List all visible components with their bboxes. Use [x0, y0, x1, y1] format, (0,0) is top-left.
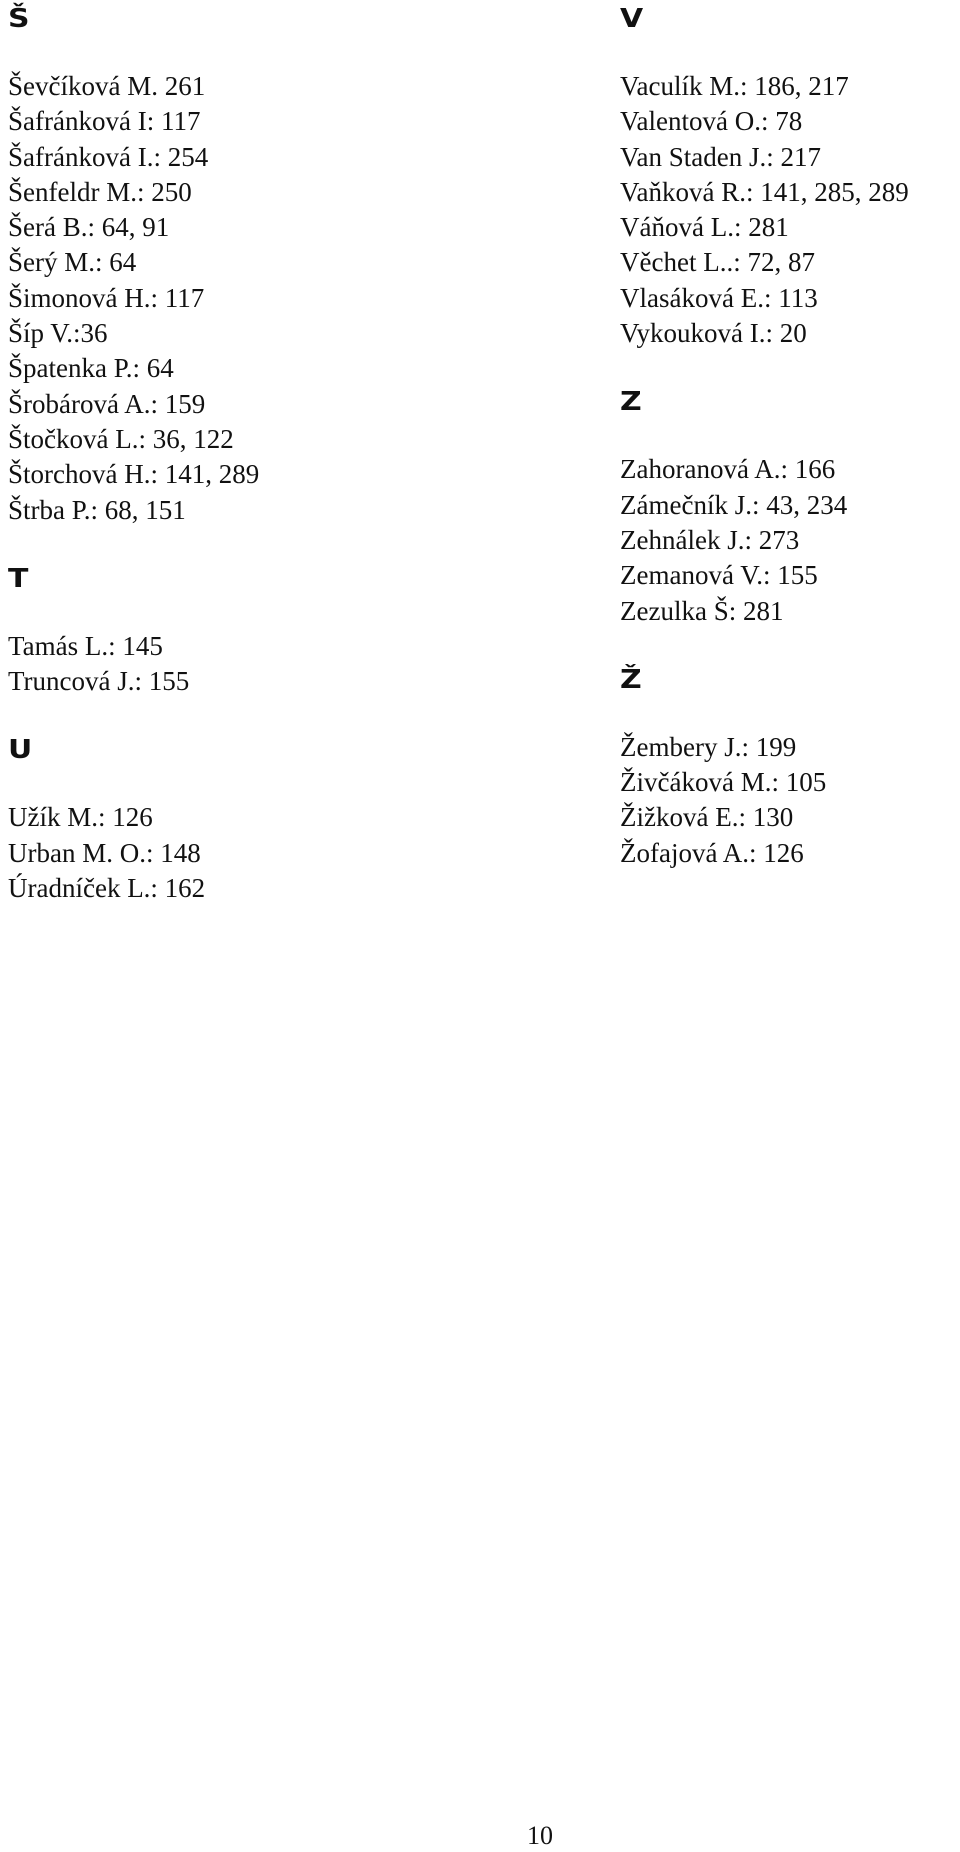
- index-entry: Šimonová H.: 117: [8, 282, 205, 313]
- index-entry: Tamás L.: 145: [8, 630, 163, 661]
- index-entry: Van Staden J.: 217: [620, 141, 821, 172]
- entry-list: [8, 800, 598, 906]
- index-column-left: [8, 0, 598, 906]
- page-number: 10: [527, 1821, 553, 1850]
- entry-list: [620, 730, 950, 871]
- entry-list: [620, 69, 950, 351]
- index-entry: Živčáková M.: 105: [620, 767, 827, 798]
- index-section-z: [620, 387, 950, 628]
- index-entry: Zehnálek J.: 273: [620, 524, 800, 555]
- index-entry: Věchet L..: 72, 87: [620, 247, 815, 278]
- index-entry: Valentová O.: 78: [620, 106, 803, 137]
- index-column-right: [620, 0, 950, 871]
- entry-list: [620, 452, 950, 628]
- section-letter: Z: [620, 387, 642, 418]
- index-section-v: [620, 4, 950, 351]
- index-entry: Štočková L.: 36, 122: [8, 423, 234, 454]
- index-entry: Šenfeldr M.: 250: [8, 176, 192, 207]
- index-entry: Šafránková I.: 254: [8, 141, 209, 172]
- index-entry: Vlasáková E.: 113: [620, 282, 818, 313]
- index-section-s-caron: [8, 4, 598, 528]
- index-entry: Šerá B.: 64, 91: [8, 212, 170, 243]
- index-entry: Žižková E.: 130: [620, 802, 794, 833]
- index-section-t: [8, 564, 598, 700]
- index-entry: Truncová J.: 155: [8, 666, 190, 697]
- index-entry: Šrobárová A.: 159: [8, 388, 206, 419]
- index-entry: Vaňková R.: 141, 285, 289: [620, 176, 909, 207]
- index-entry: Šerý M.: 64: [8, 247, 137, 278]
- section-letter: Ž: [620, 664, 642, 695]
- section-letter: T: [8, 563, 29, 594]
- index-section-u: [8, 735, 598, 906]
- index-entry: Vaculík M.: 186, 217: [620, 71, 849, 101]
- index-entry: Špatenka P.: 64: [8, 353, 174, 384]
- index-entry: Úradníček L.: 162: [8, 873, 206, 904]
- index-entry: Zámečník J.: 43, 234: [620, 489, 848, 520]
- index-entry: Urban M. O.: 148: [8, 837, 201, 868]
- index-entry: Zemanová V.: 155: [620, 560, 818, 591]
- section-letter: V: [620, 4, 644, 34]
- index-entry: Žembery J.: 199: [620, 731, 797, 762]
- index-entry: Štrba P.: 68, 151: [8, 494, 186, 525]
- index-entry: Užík M.: 126: [8, 802, 153, 833]
- index-entry: Šíp V.:36: [8, 318, 108, 349]
- index-entry: Šafránková I: 117: [8, 106, 201, 137]
- index-entry: Žofajová A.: 126: [620, 837, 804, 868]
- index-entry: Vykouková I.: 20: [620, 318, 807, 349]
- section-letter: Š: [8, 4, 30, 34]
- index-entry: Zahoranová A.: 166: [620, 454, 836, 485]
- index-entry: Ševčíková M. 261: [8, 71, 206, 101]
- entry-list: [8, 69, 598, 528]
- index-entry: Zezulka Š: 281: [620, 595, 784, 626]
- entry-list: [8, 629, 598, 700]
- index-entry: Váňová L.: 281: [620, 212, 789, 243]
- section-letter: U: [8, 735, 33, 766]
- index-entry: Štorchová H.: 141, 289: [8, 459, 260, 490]
- index-section-z-caron: [620, 665, 950, 871]
